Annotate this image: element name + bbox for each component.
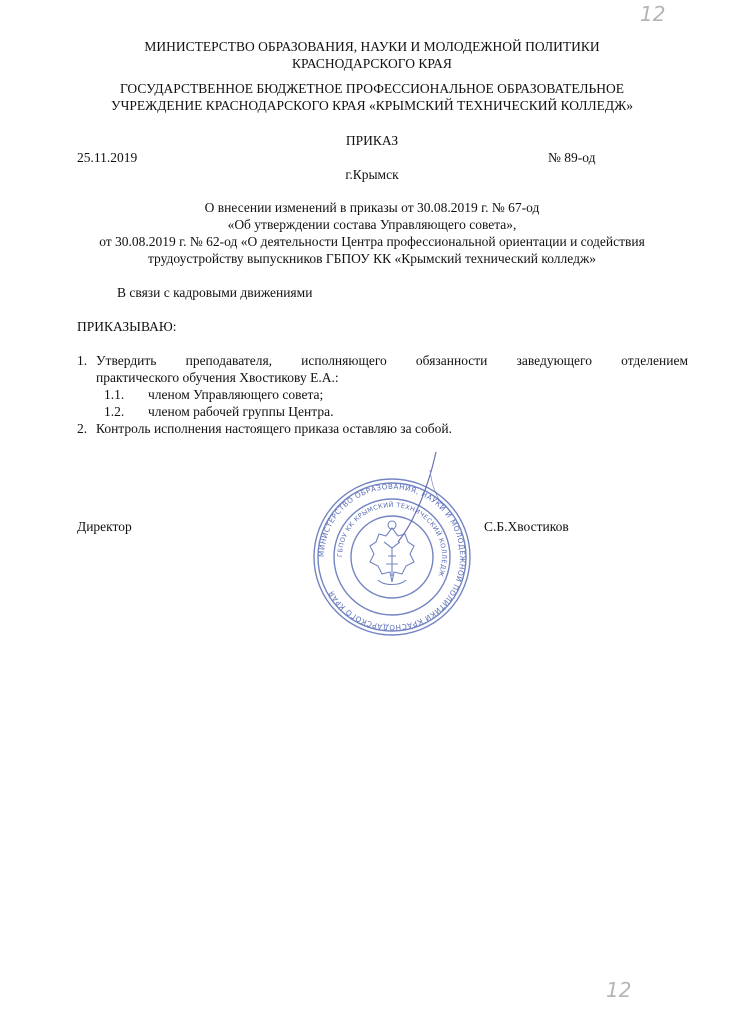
item-1-number: 1. — [77, 353, 88, 368]
institution-line-1: ГОСУДАРСТВЕННОЕ БЮДЖЕТНОЕ ПРОФЕССИОНАЛЬНОЕ ОБРАЗОВАТЕЛЬНОЕ — [119, 81, 625, 96]
ministry-line-2: КРАСНОДАРСКОГО КРАЯ — [292, 56, 452, 71]
item-1-text-line-1: Утвердить преподавателя, исполняющего обязанности заведующего отделением — [96, 353, 688, 368]
subject-line-1: О внесении изменений в приказы от 30.08.2019 г. № 67-од — [204, 200, 540, 215]
order-date: 25.11.2019 — [77, 150, 138, 165]
order-word: ПРИКАЗЫВАЮ: — [77, 319, 177, 334]
sub-item-2-number: 1.2. — [104, 404, 125, 419]
subject-line-2: «Об утверждении состава Управляющего совета», — [227, 217, 517, 232]
page-number-top: 12 — [640, 2, 666, 26]
reason: В связи с кадровыми движениями — [117, 285, 313, 300]
official-seal — [312, 476, 472, 638]
doc-type: ПРИКАЗ — [345, 133, 399, 148]
sub-item-1-text: членом Управляющего совета; — [148, 387, 324, 402]
page-number-bottom: 12 — [606, 978, 632, 1002]
order-number: № 89-од — [548, 150, 596, 165]
subject-line-3: от 30.08.2019 г. № 62-од «О деятельности Центра профессиональной ориентации и содействия — [99, 234, 645, 249]
signer-name: С.Б.Хвостиков — [484, 519, 569, 534]
svg-text:МИНИСТЕРСТВО ОБРАЗОВАНИЯ, НАУК: МИНИСТЕРСТВО ОБРАЗОВАНИЯ, НАУКИ И МОЛОДЕЖНОЙ ПОЛИТИКИ КРАСНОДАРСКОГО КРАЯ — [316, 481, 468, 633]
sub-item-2-text: членом рабочей группы Центра. — [148, 404, 334, 419]
subject-line-4: трудоустройству выпускников ГБПОУ КК «Крымский технический колледж» — [147, 251, 597, 266]
svg-text:ГБПОУ КК КРЫМСКИЙ ТЕХНИЧЕСКИЙ: ГБПОУ КК КРЫМСКИЙ ТЕХНИЧЕСКИЙ КОЛЛЕДЖ — [335, 500, 449, 578]
ministry-line-1: МИНИСТЕРСТВО ОБРАЗОВАНИЯ, НАУКИ И МОЛОДЕЖНОЙ ПОЛИТИКИ — [144, 39, 600, 54]
institution-line-2: УЧРЕЖДЕНИЕ КРАСНОДАРСКОГО КРАЯ «КРЫМСКИЙ ТЕХНИЧЕСКИЙ КОЛЛЕДЖ» — [111, 98, 633, 113]
sub-item-1-number: 1.1. — [104, 387, 125, 402]
item-2-number: 2. — [77, 421, 88, 436]
item-2-text: Контроль исполнения настоящего приказа оставляю за собой. — [96, 421, 452, 436]
signer-title: Директор — [77, 519, 132, 534]
city: г.Крымск — [345, 167, 399, 182]
item-1-text-line-2: практического обучения Хвостикову Е.А.: — [96, 370, 339, 385]
